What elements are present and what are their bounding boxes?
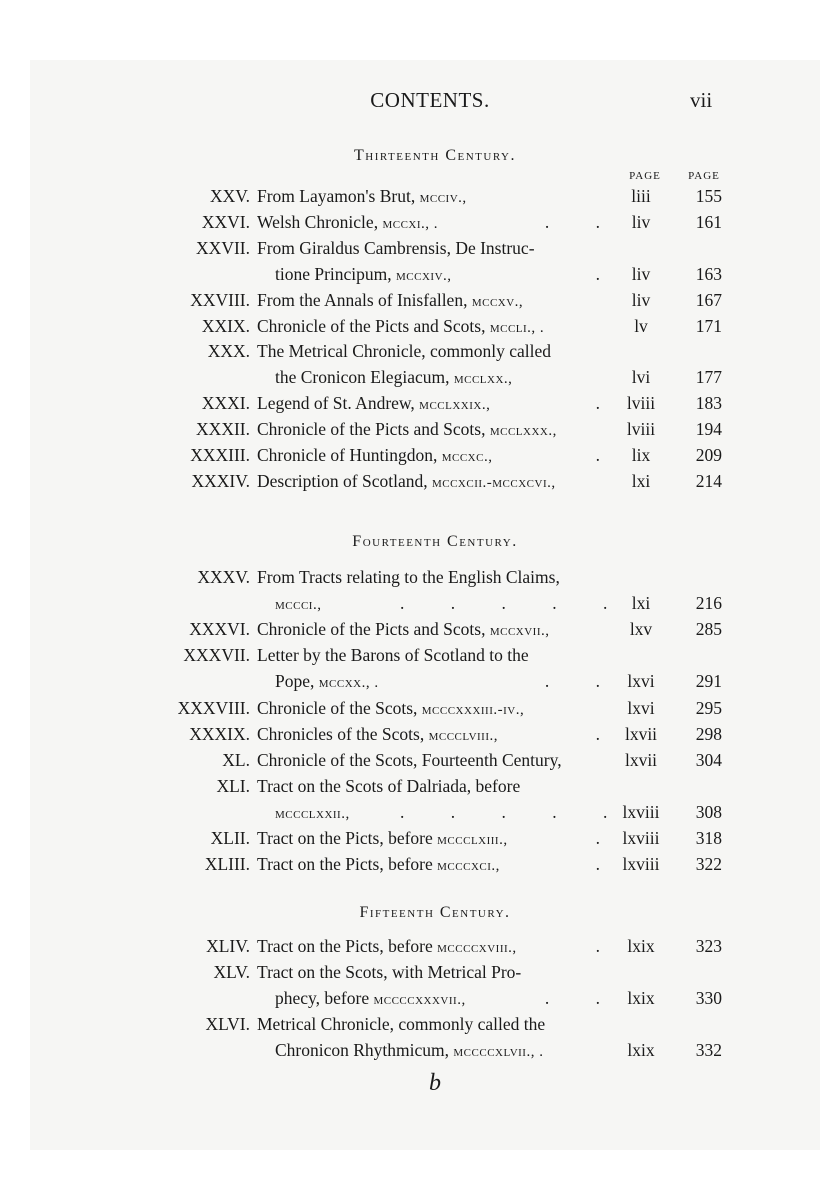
page-title: CONTENTS. <box>370 88 490 112</box>
entry-title: Chronicle of the Picts and Scots, mcclxxx., <box>257 419 557 440</box>
intro-page-roman: lxvi <box>627 671 655 692</box>
entry-number: XL. <box>222 749 250 770</box>
entry-title: Chronicles of the Scots, mccclviii., <box>257 723 499 744</box>
intro-page-roman: lxix <box>627 936 655 956</box>
entry-title <box>275 802 350 823</box>
intro-page-roman: lviii <box>626 393 656 414</box>
toc-entry <box>0 212 840 238</box>
toc-entry <box>0 419 840 445</box>
entry-date: mccxc., <box>441 449 493 465</box>
entry-number: XXX. <box>207 341 250 362</box>
intro-page-roman: lxvii <box>624 723 658 744</box>
entry-number: XXXV. <box>197 567 250 587</box>
entry-number: XXXVIII. <box>177 697 250 718</box>
page-number-ref: 304 <box>695 749 722 770</box>
entry-title: Description of Scotland, mccxcii.-mccxcvi., <box>257 470 556 491</box>
toc-entry <box>0 1040 840 1066</box>
entry-number: XXVIII. <box>190 289 250 310</box>
intro-page-roman: lv <box>634 315 648 336</box>
entry-number: XXXVI. <box>189 619 250 640</box>
dot-leader: . . <box>544 671 600 692</box>
entry-title: From Tracts relating to the English Claims, <box>257 567 560 587</box>
dot-leader: . <box>595 723 600 744</box>
page-number-ref: 330 <box>695 988 722 1008</box>
entry-title: Chronicle of the Picts and Scots, mccxvii., <box>257 619 550 640</box>
entry-date: mccccxxxvii., <box>373 992 466 1008</box>
entry-date: mcccxci., <box>437 858 500 875</box>
signature-mark: b <box>429 1070 441 1096</box>
entry-number: XLV. <box>213 962 250 982</box>
dot-leader: . <box>595 445 600 465</box>
entry-date: mcclxxx., <box>489 423 557 440</box>
toc-entry <box>0 671 840 697</box>
entry-date: mccccxlvii., . <box>453 1044 544 1060</box>
entry-date: mcciv., <box>419 190 467 206</box>
page-number-ref: 308 <box>695 801 722 822</box>
entry-number: XXV. <box>209 186 250 206</box>
intro-page-roman: lxviii <box>622 801 660 822</box>
toc-entry <box>0 445 840 471</box>
toc-entry <box>0 962 840 988</box>
page-number-ref: 323 <box>695 936 722 956</box>
intro-page-roman: lxi <box>631 593 651 614</box>
entry-title: Chronicle of the Picts and Scots, mccli., . <box>257 315 545 336</box>
page-number-ref: 163 <box>695 263 722 284</box>
entry-date: mccclviii., <box>428 727 499 744</box>
page-number-ref: 155 <box>695 186 722 206</box>
page-number-ref: 298 <box>695 723 722 744</box>
entry-title: From the Annals of Inisfallen, mccxv., <box>257 289 524 310</box>
toc-entry <box>0 1014 840 1040</box>
toc-entry <box>0 750 840 776</box>
entry-number: XLII. <box>210 828 250 848</box>
section-heading: Thirteenth Century. <box>354 147 516 164</box>
toc-entry <box>0 341 840 367</box>
entry-date: mccxv., <box>471 293 524 310</box>
toc-entry <box>0 776 840 802</box>
toc-entry <box>0 290 840 316</box>
intro-page-roman: lviii <box>626 419 656 440</box>
entry-date: mccxcii.-mccxcvi., <box>431 474 556 491</box>
entry-title: Chronicle of the Scots, Fourteenth Century, <box>257 749 562 770</box>
dot-leader: . <box>595 263 600 284</box>
toc-entry <box>0 854 840 880</box>
intro-page-roman: lxix <box>627 1040 655 1060</box>
intro-page-roman: lix <box>631 445 651 465</box>
toc-entry <box>0 828 840 854</box>
entry-title: Pope, mccxx., . <box>275 671 379 692</box>
toc-entry <box>0 619 840 645</box>
entry-number: XXXI. <box>201 393 250 414</box>
toc-entry <box>0 567 840 593</box>
entry-date: mcclxx., <box>453 371 513 388</box>
entry-number: XLIV. <box>206 936 250 956</box>
entry-date: mccxvii., <box>489 623 550 640</box>
entry-title: Chronicle of the Scots, mcccxxxiii.-iv., <box>257 697 525 718</box>
entry-title: The Metrical Chronicle, commonly called <box>257 341 551 362</box>
entry-title: Tract on the Picts, before mccccxviii., <box>257 936 517 956</box>
entry-title: Tract on the Picts, before mcccxci., <box>257 854 500 875</box>
toc-entry <box>0 593 840 619</box>
intro-page-roman: lxviii <box>622 828 660 848</box>
entry-title: Metrical Chronicle, commonly called the <box>257 1014 546 1034</box>
intro-page-roman: lxvii <box>624 749 658 770</box>
entry-date: mcclxxix., <box>419 397 491 414</box>
page-number-ref: 161 <box>695 211 722 232</box>
entry-title: phecy, before mccccxxxvii., <box>275 988 466 1008</box>
dot-leader: . <box>595 854 600 875</box>
page-number-ref: 167 <box>695 289 722 310</box>
entry-date: mccccxviii., <box>437 940 517 956</box>
intro-page-roman: liv <box>631 263 651 284</box>
intro-page-roman: lxi <box>631 470 651 491</box>
intro-page-roman: liii <box>631 186 651 206</box>
intro-page-roman: lxv <box>629 619 653 640</box>
entry-number: XLVI. <box>205 1014 250 1034</box>
entry-date: mccclxiii., <box>437 832 508 848</box>
entry-number: XXVI. <box>201 211 250 232</box>
entry-date: mccclxxii., <box>275 805 350 822</box>
page-number-ref: 209 <box>695 445 722 465</box>
page-number-ref: 322 <box>695 854 722 875</box>
toc-entry <box>0 264 840 290</box>
toc-entry <box>0 988 840 1014</box>
page-number-ref: 318 <box>695 828 722 848</box>
dot-leader: . . <box>544 988 600 1008</box>
toc-entry <box>0 316 840 342</box>
page-number-ref: 295 <box>695 697 722 718</box>
entry-title: From Layamon's Brut, mcciv., <box>257 186 467 206</box>
entry-date: mccli., . <box>489 319 545 336</box>
intro-page-roman: liv <box>631 289 651 310</box>
toc-entry <box>0 471 840 497</box>
entry-number: XXXVII. <box>183 645 250 666</box>
entry-number: XLIII. <box>204 854 250 875</box>
page-number-ref: 183 <box>695 393 722 414</box>
toc-entry <box>0 936 840 962</box>
entry-number: XXVII. <box>196 237 250 258</box>
entry-title <box>275 593 321 614</box>
entry-title: tione Principum, mccxiv., <box>275 263 452 284</box>
entry-date: mcccxxxiii.-iv., <box>421 701 525 718</box>
page-number-ref: 332 <box>695 1040 722 1060</box>
entry-date: mccci., <box>275 597 322 614</box>
entry-number: XXXII. <box>196 419 250 440</box>
page-number-ref: 291 <box>695 671 722 692</box>
column-heading-page: PAGE <box>688 170 720 182</box>
entry-title: Chronicon Rhythmicum, mccccxlvii., . <box>275 1040 544 1060</box>
toc-entry <box>0 186 840 212</box>
intro-page-roman: lxviii <box>622 854 660 875</box>
page-number: vii <box>690 88 713 112</box>
toc-entry <box>0 724 840 750</box>
dot-leader: . <box>595 936 600 956</box>
dot-leader: . <box>595 393 600 414</box>
column-heading-page-roman: PAGE <box>629 170 661 182</box>
page-number-ref: 177 <box>695 367 722 388</box>
page-number-ref: 194 <box>695 419 722 440</box>
entry-title: Letter by the Barons of Scotland to the <box>257 645 529 666</box>
dot-leader: . . . . . <box>400 593 608 614</box>
intro-page-roman: liv <box>631 211 651 232</box>
entry-title: From Giraldus Cambrensis, De Instruc- <box>257 237 535 258</box>
entry-number: XXXIV. <box>191 470 250 491</box>
toc-entry <box>0 393 840 419</box>
intro-page-roman: lxix <box>627 988 655 1008</box>
entry-title: Tract on the Picts, before mccclxiii., <box>257 828 508 848</box>
entry-number: XXIX. <box>201 315 250 336</box>
page-number-ref: 171 <box>695 315 722 336</box>
intro-page-roman: lxvi <box>627 697 655 718</box>
toc-entry <box>0 238 840 264</box>
entry-title: Tract on the Scots, with Metrical Pro- <box>257 962 522 982</box>
entry-title: Chronicle of Huntingdon, mccxc., <box>257 445 493 465</box>
page-number-ref: 214 <box>695 470 722 491</box>
section-heading: Fifteenth Century. <box>359 904 511 921</box>
entry-title: Legend of St. Andrew, mcclxxix., <box>257 393 491 414</box>
page-number-ref: 285 <box>695 619 722 640</box>
intro-page-roman: lvi <box>631 367 651 388</box>
entry-title: Tract on the Scots of Dalriada, before <box>257 775 521 796</box>
entry-date: mccxiv., <box>396 267 452 284</box>
dot-leader: . . <box>544 211 600 232</box>
entry-date: mccxx., . <box>318 675 379 692</box>
dot-leader: . <box>595 828 600 848</box>
entry-date: mccxi., . <box>382 215 439 232</box>
toc-entry <box>0 802 840 828</box>
toc-entry <box>0 698 840 724</box>
entry-number: XXXIII. <box>190 445 250 465</box>
toc-entry <box>0 645 840 671</box>
entry-title: the Cronicon Elegiacum, mcclxx., <box>275 367 513 388</box>
section-heading: Fourteenth Century. <box>352 533 518 550</box>
entry-title: Welsh Chronicle, mccxi., . <box>257 211 439 232</box>
toc-entry <box>0 367 840 393</box>
entry-number: XXXIX. <box>189 723 250 744</box>
entry-number: XLI. <box>216 775 250 796</box>
dot-leader: . . . . . <box>400 801 608 822</box>
page-number-ref: 216 <box>695 593 722 614</box>
